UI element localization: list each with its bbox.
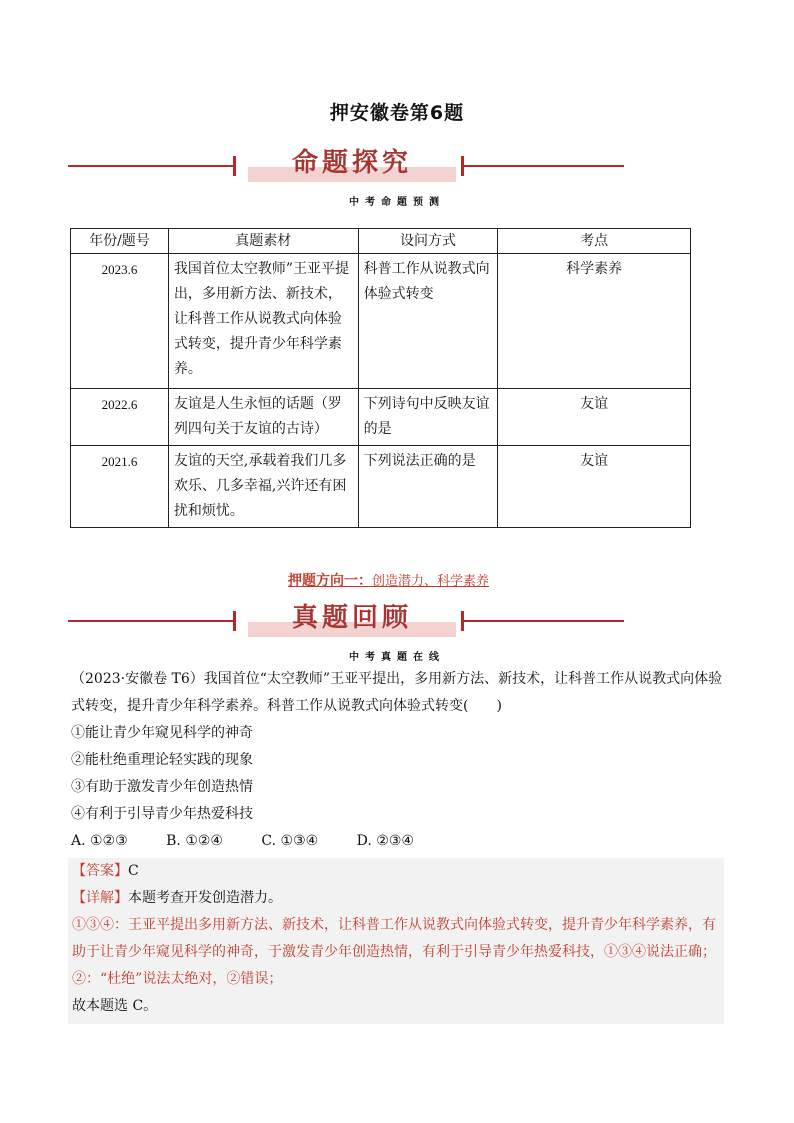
option-d: D. ②③④ (356, 833, 414, 849)
exam-table (70, 228, 691, 528)
banner-line-left (68, 165, 236, 167)
page-title: 押安徽卷第6题 (329, 102, 465, 124)
option-b: B. ①②④ (166, 833, 223, 849)
header-point: 考点 (498, 229, 691, 254)
table-row (71, 389, 691, 446)
analysis-correct: ①③④：王亚平提出多用新方法、新技术，让科普工作从说教式向体验式转变，提升青少年科学素养，有助于让青少年窥见科学的神奇，于激发青少年创造热情，有利于引导青少年热爱科技，①③④说法正确； (72, 917, 716, 960)
cell-point: 友谊 (498, 389, 691, 446)
cell-method: 下列说法正确的是 (358, 446, 498, 528)
question-item: ②能杜绝重理论轻实践的现象 (71, 752, 253, 768)
cell-method: 下列诗句中反映友谊的是 (358, 389, 498, 446)
banner-label: 命题探究 (291, 148, 412, 178)
cell-method: 科普工作从说教式向体验式转变 (358, 254, 498, 389)
banner-line-left (68, 620, 236, 622)
cell-point: 科学素养 (498, 254, 691, 389)
table-header-row (71, 229, 691, 254)
cell-material: 我国首位太空教师”王亚平提出，多用新方法、新技术，让科普工作从说教式向体验式转变，提升青少年科学素养。 (168, 254, 358, 389)
option-a: A. ①②③ (71, 833, 128, 849)
analysis-wrong: ②：“杜绝”说法太绝对，②错误； (72, 971, 283, 987)
table-row (71, 446, 691, 528)
direction-topic: 创造潜力、科学素养 (372, 574, 490, 589)
question-stem (71, 666, 726, 828)
banner-subcaption: 中考命题预测 (349, 197, 445, 208)
question-item: ④有利于引导青少年热爱科技 (71, 806, 253, 822)
answer-value: C (128, 863, 139, 879)
cell-year: 2021.6 (71, 446, 169, 528)
header-method: 设问方式 (358, 229, 498, 254)
question-item: ③有助于激发青少年创造热情 (71, 779, 253, 795)
answer-options (71, 828, 448, 855)
question-text: （2023·安徽卷 T6）我国首位“太空教师”王亚平提出，多用新方法、新技术，让科普工作从说教式向体验式转变，提升青少年科学素养。科普工作从说教式向体验式转变( ) (71, 671, 723, 714)
banner-subcaption: 中考真题在线 (349, 652, 445, 663)
header-material: 真题素材 (168, 229, 358, 254)
banner-label: 真题回顾 (291, 603, 412, 633)
cell-material: 友谊是人生永恒的话题（罗列四句关于友谊的古诗） (168, 389, 358, 446)
answer-line (72, 858, 139, 885)
table-row (71, 254, 691, 389)
answer-label: 【答案】 (72, 863, 128, 879)
cell-year: 2022.6 (71, 389, 169, 446)
direction-heading (288, 570, 489, 590)
option-c: C. ①③④ (261, 833, 319, 849)
question-item: ①能让青少年窥见科学的神奇 (71, 725, 253, 741)
banner-tick-left (233, 156, 236, 176)
direction-label: 押题方向一： (288, 573, 372, 589)
conclusion: 故本题选 C。 (72, 998, 158, 1014)
answer-panel (68, 858, 724, 1024)
section-banner-review (68, 601, 628, 641)
banner-line-right (464, 165, 624, 167)
cell-material: 友谊的天空,承载着我们几多欢乐、几多幸福,兴许还有困扰和烦忧。 (168, 446, 358, 528)
cell-point: 友谊 (498, 446, 691, 528)
header-year: 年份/题号 (71, 229, 169, 254)
cell-year: 2023.6 (71, 254, 169, 389)
detail-label: 【详解】 (72, 890, 128, 906)
banner-line-right (464, 620, 624, 622)
banner-tick-left (233, 611, 236, 631)
detail-text: 本题考查开发创造潜力。 (128, 890, 282, 906)
section-banner-proposition (68, 146, 628, 186)
detail-line (72, 885, 282, 912)
